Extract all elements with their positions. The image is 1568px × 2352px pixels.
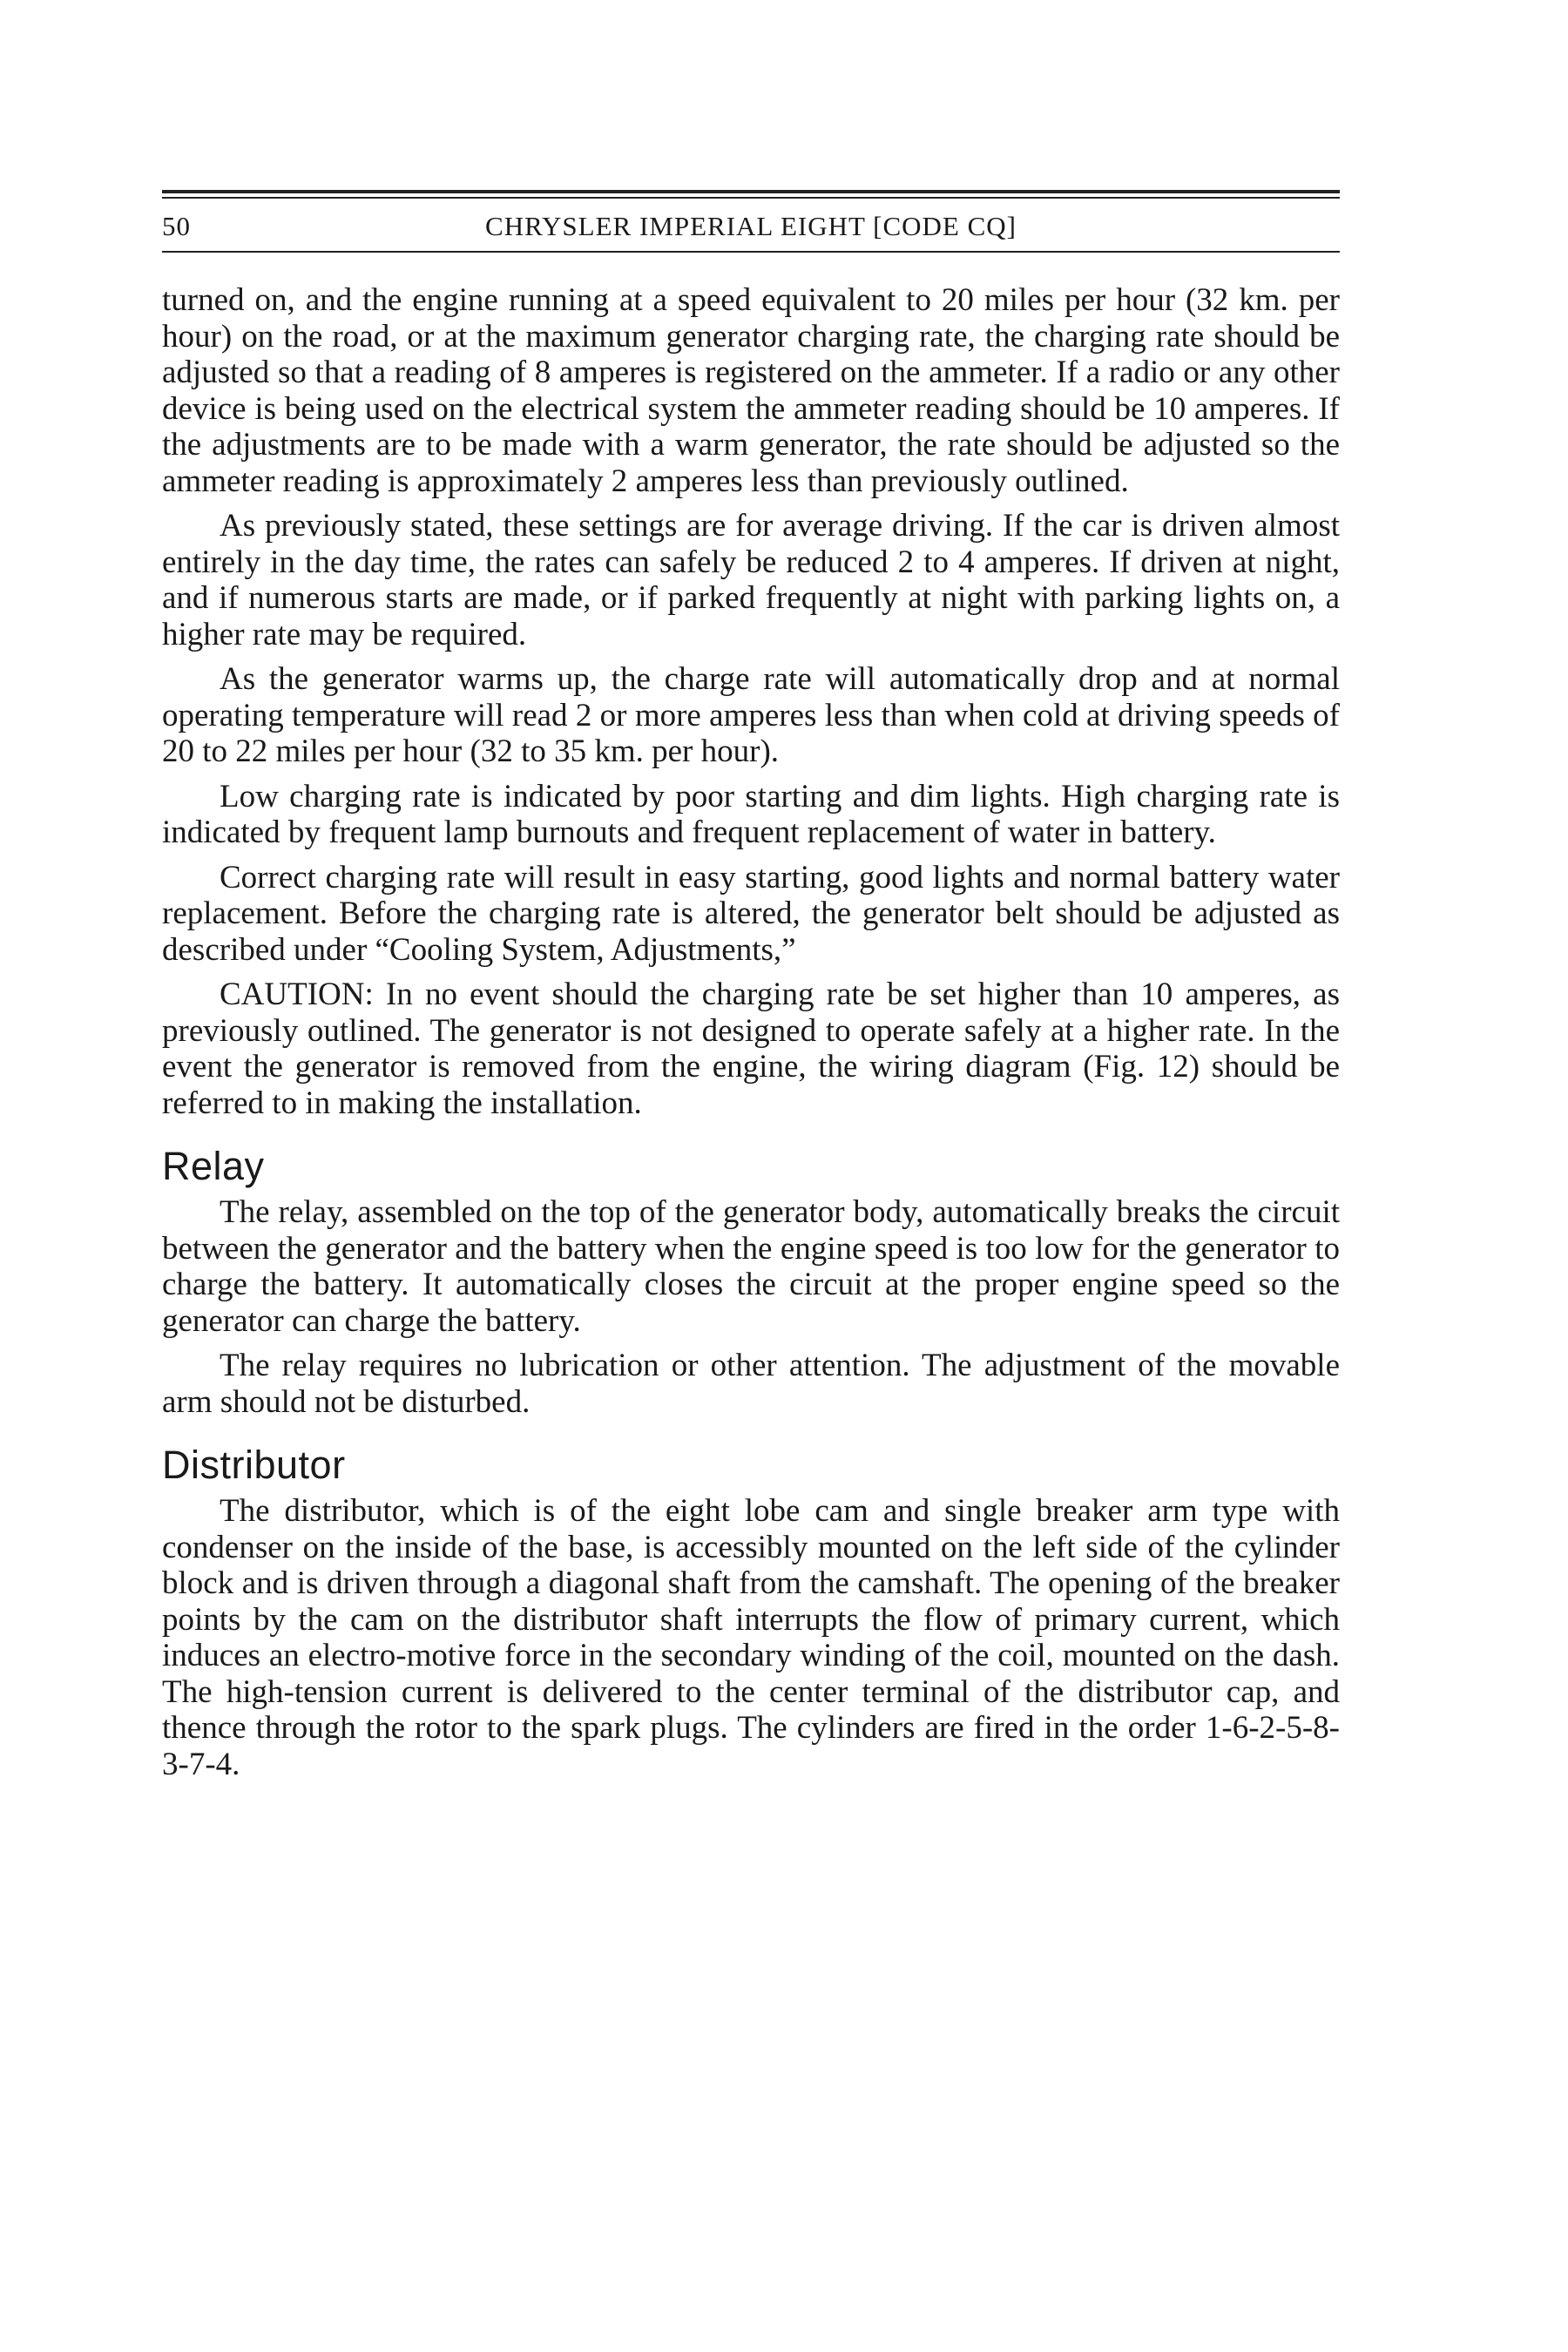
paragraph-relay-description: The relay, assembled on the top of the generator body, automatically breaks the circuit between the generator and the battery when the engine speed is too low for the generator to charge the battery. It automatically closes the circuit at the proper engine speed so the generator can charge the battery. bbox=[162, 1194, 1340, 1339]
header-rule-bottom bbox=[162, 251, 1340, 253]
running-title: CHRYSLER IMPERIAL EIGHT [CODE CQ] bbox=[485, 211, 1017, 241]
paragraph-distributor-description: The distributor, which is of the eight lobe cam and single breaker arm type with condenser on the inside of the base, is accessibly mounted on the left side of the cylinder block and is driven through a diagonal shaft from the camshaft. The opening of the breaker points by the cam on the distributor shaft interrupts the flow of primary current, which induces an electro-motive force in the secondary winding of the coil, mounted on the dash. The high-tension current is delivered to the center terminal of the distributor cap, and thence through the rotor to the spark plugs. The cylinders are fired in the order 1-6-2-5-8-3-7-4. bbox=[162, 1493, 1340, 1782]
page-number: 50 bbox=[162, 211, 191, 241]
section-heading-distributor: Distributor bbox=[162, 1443, 346, 1487]
section-heading-relay: Relay bbox=[162, 1144, 265, 1188]
paragraph-average-driving: As previously stated, these settings are for average driving. If the car is driven almost entirely in the day time, the rates can safely be reduced 2 to 4 amperes. If driven at night, and if numerous starts are made, or if parked frequently at night with parking lights on, a higher rate may be required. bbox=[162, 508, 1340, 652]
page-header bbox=[162, 199, 1340, 251]
paragraph-generator-warm: As the generator warms up, the charge rate will automatically drop and at normal operating temperature will read 2 or more amperes less than when cold at driving speeds of 20 to 22 miles per hour (32 to 35 km. per hour). bbox=[162, 661, 1340, 769]
header-rule-top bbox=[162, 190, 1340, 193]
paragraph-low-charging: Low charging rate is indicated by poor starting and dim lights. High charging rate is indicated by frequent lamp burnouts and frequent replacement of water in battery. bbox=[162, 778, 1340, 850]
page bbox=[162, 190, 1340, 1791]
paragraph-caution: CAUTION: In no event should the charging rate be set higher than 10 amperes, as previously outlined. The generator is not designed to operate safely at a higher rate. In the event the generator is removed from the engine, the wiring diagram (Fig. 12) should be referred to in making the installation. bbox=[162, 977, 1340, 1121]
paragraph-relay-maintenance: The relay requires no lubrication or other attention. The adjustment of the movable arm should not be disturbed. bbox=[162, 1348, 1340, 1420]
paragraph-continued: turned on, and the engine running at a speed equivalent to 20 miles per hour (32 km. per hour) on the road, or at the maximum generator charging rate, the charging rate should be adjusted so that a reading of 8 amperes is registered on the ammeter. If a radio or any other device is being used on the electrical system the ammeter reading should be 10 amperes. If the adjustments are to be made with a warm generator, the rate should be adjusted so the ammeter reading is approximately 2 amperes less than previously outlined. bbox=[162, 282, 1340, 499]
paragraph-correct-charging: Correct charging rate will result in easy starting, good lights and normal battery water replacement. Before the charging rate is altered, the generator belt should be adjusted as described under “Cooling System, Adjustments,” bbox=[162, 859, 1340, 968]
